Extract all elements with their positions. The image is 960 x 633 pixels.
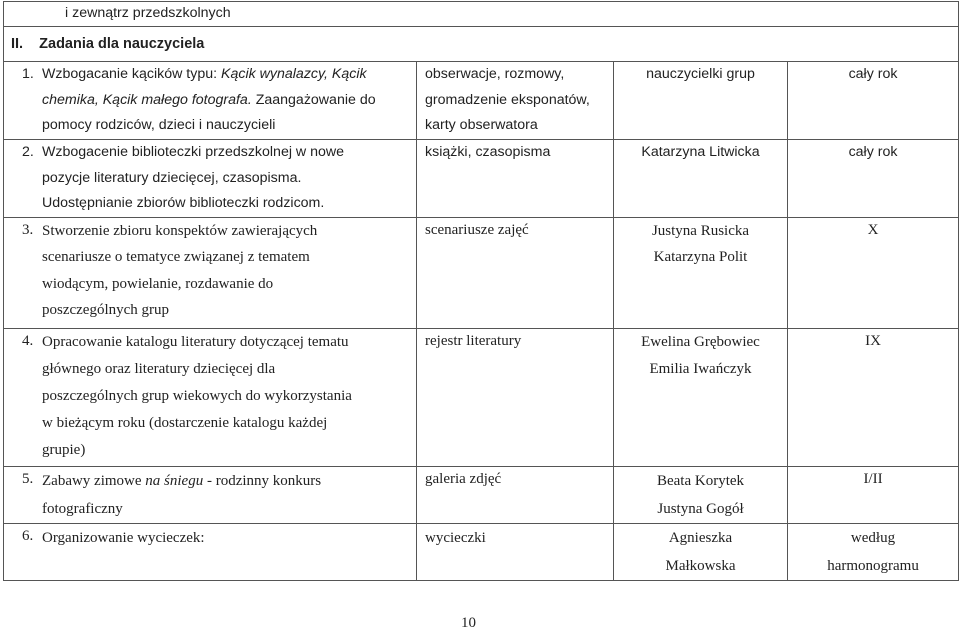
task-line: scenariusze o tematyce związanej z tematem [42, 249, 310, 265]
term-line: według [850, 529, 896, 546]
row-number: 4. [22, 332, 34, 349]
person-line: Katarzyna Litwicka [641, 144, 760, 160]
task-line: Wzbogacenie biblioteczki przedszkolnej w nowe [42, 144, 345, 160]
task-line: wiodącym, powielanie, rozdawanie do [42, 275, 274, 292]
form-line: książki, czasopisma [425, 144, 551, 160]
term-line: X [867, 221, 879, 238]
person-line: Ewelina Grębowiec [641, 333, 760, 350]
table-row [4, 328, 959, 466]
task-line: pozycje literatury dziecięcej, czasopisma. [42, 169, 302, 186]
form-line: karty obserwatora [425, 117, 538, 133]
section-number: II. [11, 36, 24, 52]
form-line: obserwacje, rozmowy, [425, 66, 565, 82]
form-line: gromadzenie eksponatów, [425, 91, 590, 108]
form-line: galeria zdjęć [425, 470, 502, 487]
table-row [4, 217, 959, 328]
task-line: poszczególnych grup wiekowych do wykorzystania [42, 387, 352, 404]
task-line: Organizowanie wycieczek: [42, 529, 205, 546]
term-line: cały rok [848, 66, 898, 82]
person-line: Agnieszka [668, 529, 733, 546]
task-line-part: Wzbogacanie kącików typu: [42, 66, 222, 82]
task-line-italic: na śniegu [145, 472, 204, 489]
task-line: chemika, Kącik małego fotografa. Zaangażowanie do [42, 91, 376, 108]
person-line: nauczycielki grup [646, 66, 755, 82]
person-line: Justyna Rusicka [651, 222, 750, 239]
table-row [4, 466, 959, 523]
task-line: Udostępnianie zbiorów biblioteczki rodzicom. [42, 195, 325, 211]
person-line: Beata Korytek [656, 472, 745, 489]
term-line: harmonogramu [827, 557, 919, 574]
person-line: Małkowska [665, 557, 736, 574]
page-number: 10 [461, 615, 476, 631]
task-line: poszczególnych grup [42, 302, 170, 318]
form-line: wycieczki [425, 529, 486, 546]
task-line: głównego oraz literatury dziecięcej dla [42, 360, 276, 377]
table-row [4, 523, 959, 580]
task-line: grupie) [42, 441, 86, 458]
task-line-italic: chemika, Kącik małego fotografa. [42, 91, 252, 108]
term-line: IX [865, 332, 881, 349]
person-line: Katarzyna Polit [653, 249, 748, 265]
task-line [42, 62, 416, 88]
task-line: Opracowanie katalogu literatury dotyczącej tematu [42, 333, 349, 350]
task-line-italic: Kącik wynalazcy, Kącik [221, 66, 367, 82]
form-line: rejestr literatury [425, 332, 522, 349]
tasks-table [3, 1, 959, 581]
task-line: w bieżącym roku (dostarczenie katalogu każdej [42, 414, 328, 431]
row-number: 5. [22, 470, 34, 487]
task-line: fotograficzny [42, 500, 123, 517]
table-row-top [4, 2, 959, 27]
person-line: Emilia Iwańczyk [649, 360, 752, 377]
task-line: pomocy rodziców, dzieci i nauczycieli [42, 117, 276, 133]
task-line: Zabawy zimowe na śniegu - rodzinny konkurs [42, 472, 322, 489]
row-number: 2. [22, 144, 34, 160]
task-line: Stworzenie zbioru konspektów zawierających [42, 222, 318, 239]
term-line: I/II [863, 470, 883, 487]
row-number: 3. [22, 221, 34, 238]
section-header-row [4, 27, 959, 62]
row-number: 1. [22, 66, 34, 82]
table-row [4, 62, 959, 140]
top-row-text: i zewnątrz przedszkolnych [65, 5, 231, 21]
section-title: Zadania dla nauczyciela [39, 36, 205, 52]
person-line: Justyna Gogół [657, 500, 744, 517]
table-row [4, 140, 959, 218]
row-number: 6. [22, 527, 34, 544]
term-line: cały rok [848, 144, 898, 160]
form-line: scenariusze zajęć [425, 221, 529, 238]
